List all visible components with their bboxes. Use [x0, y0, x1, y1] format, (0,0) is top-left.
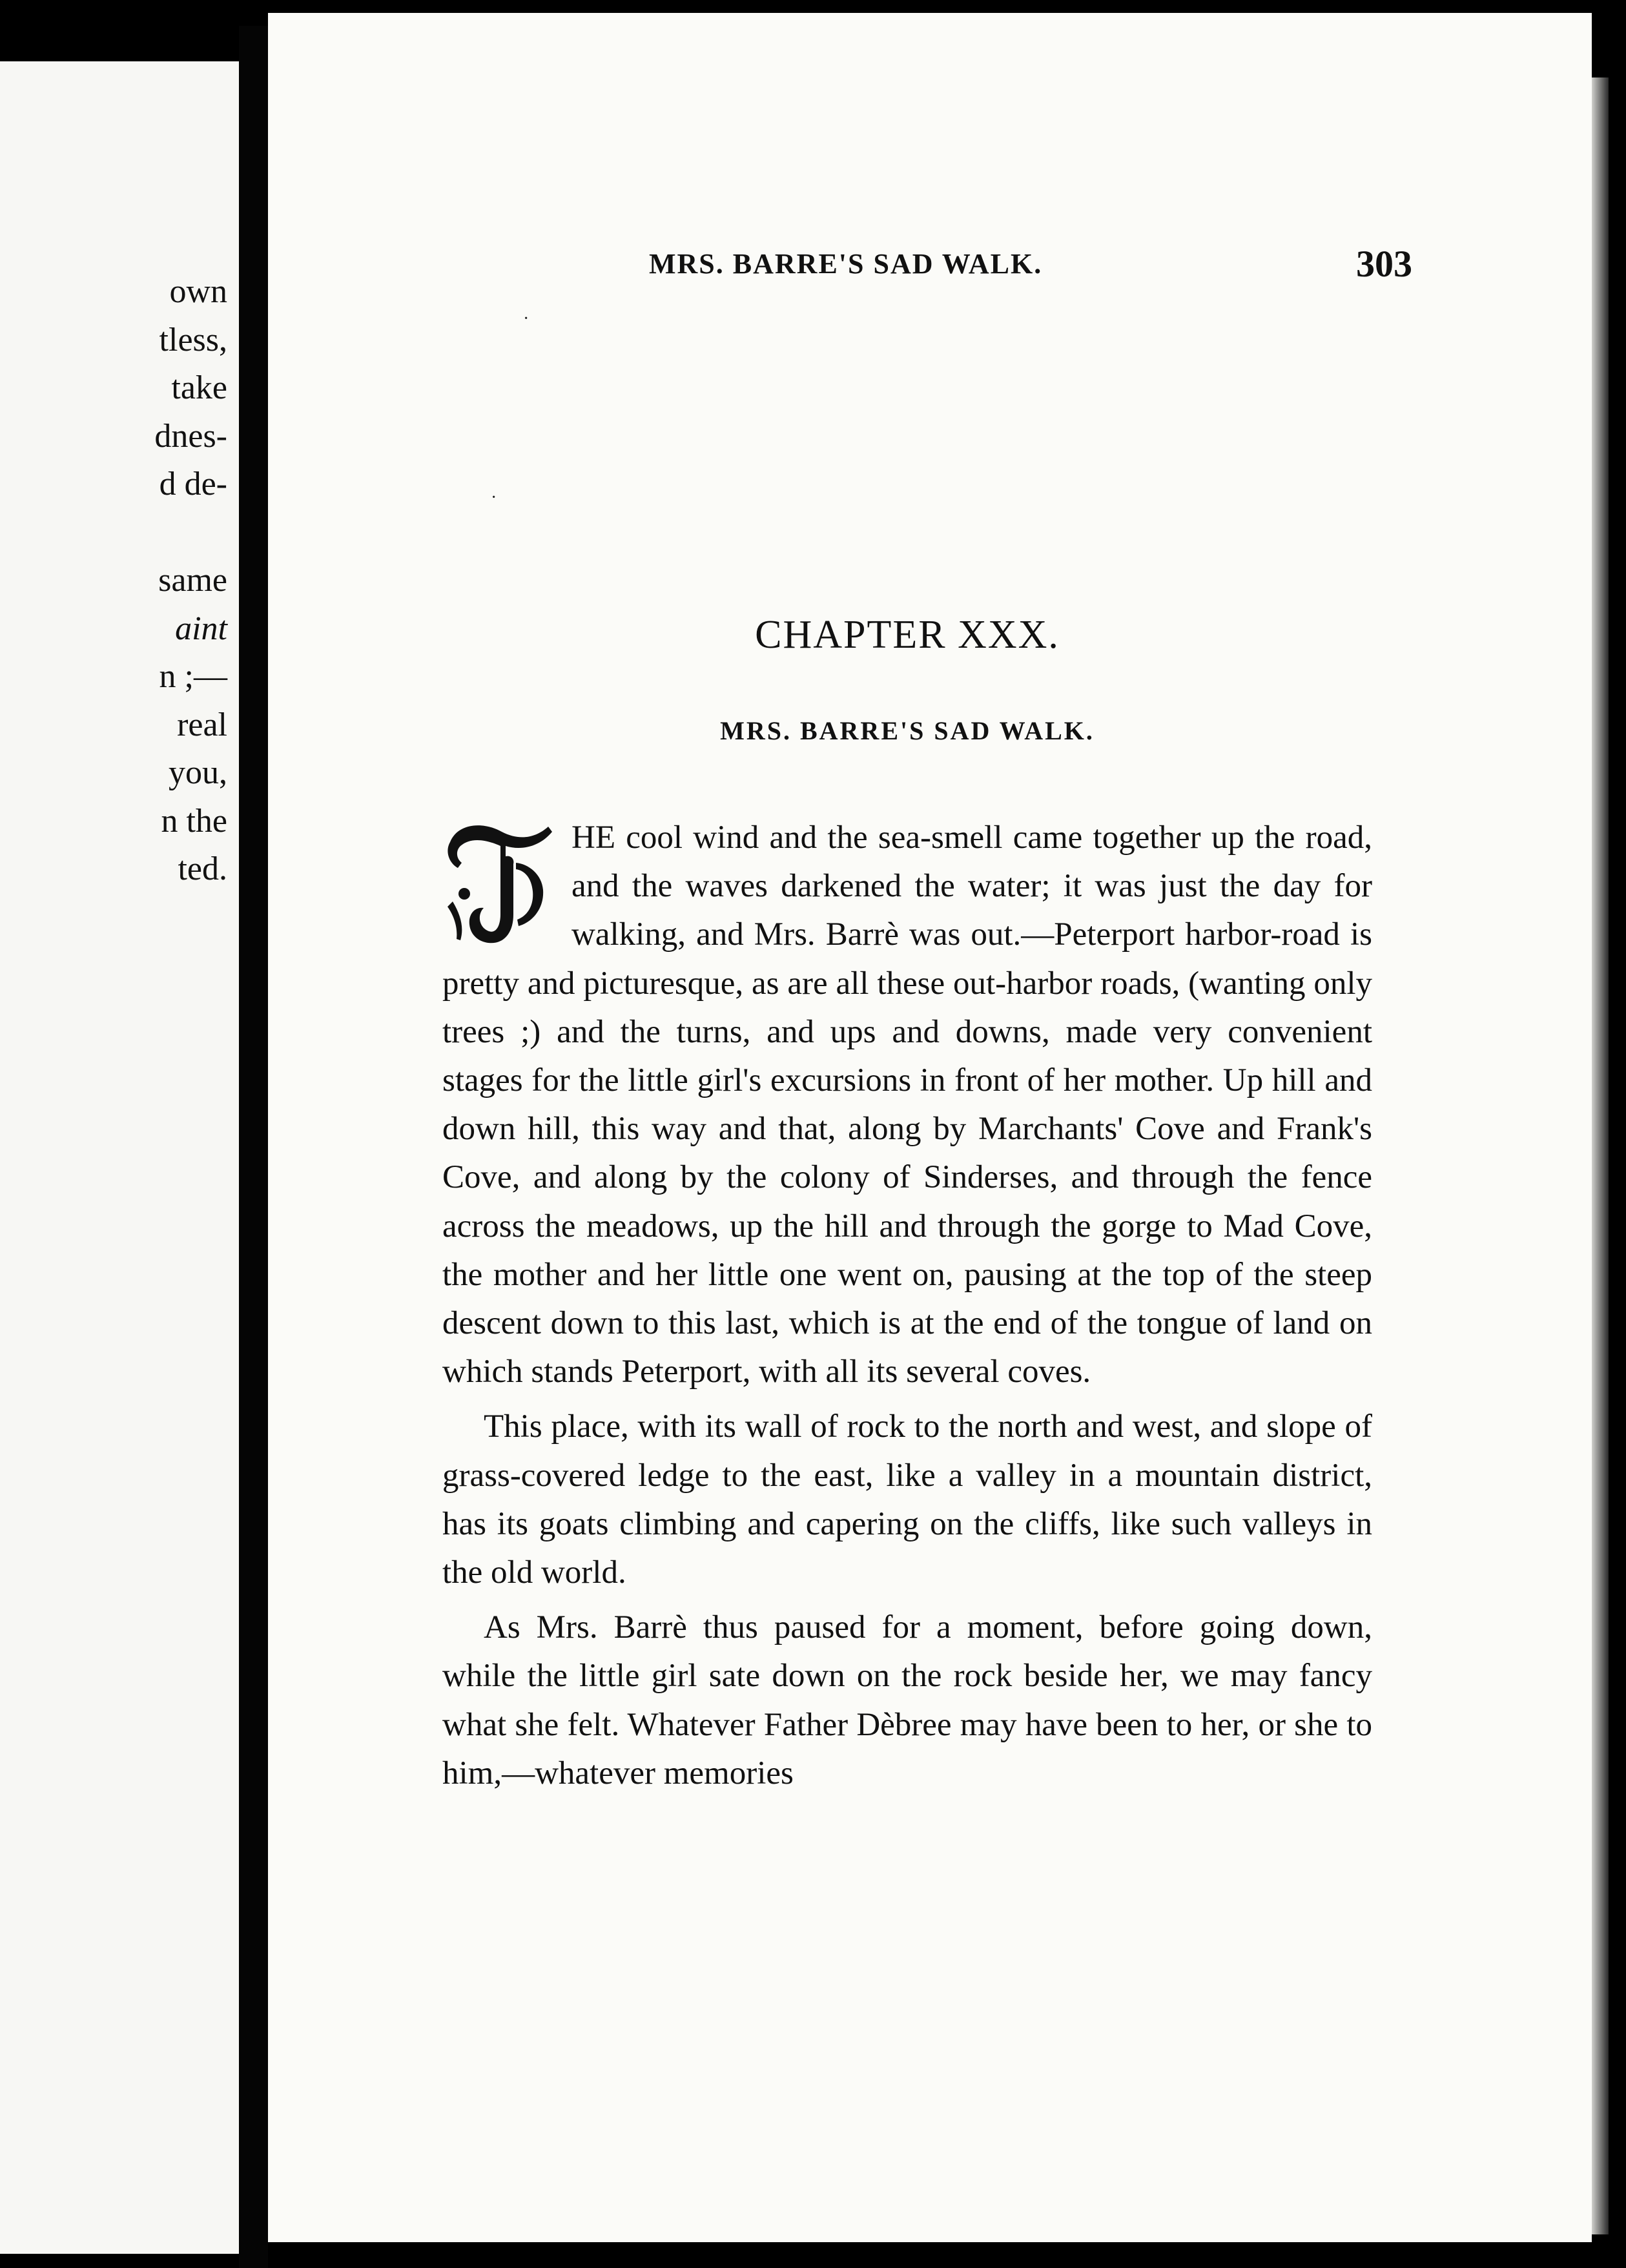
book-gutter — [239, 26, 268, 2268]
drop-cap-ornament — [438, 818, 561, 947]
facing-page-line: n ;— — [159, 658, 227, 695]
running-head — [268, 243, 1592, 299]
print-speck: · — [523, 309, 530, 329]
chapter-heading: CHAPTER XXX. — [755, 613, 1060, 657]
facing-page-line: tless, — [159, 321, 227, 358]
facing-page-line: same — [158, 562, 227, 599]
paragraph-1 — [442, 814, 1372, 1396]
facing-page-fragment — [0, 61, 239, 2254]
page-edge — [1592, 77, 1609, 2234]
facing-page-line: dnes- — [154, 417, 227, 455]
facing-page-line: take — [171, 369, 227, 406]
running-head-title: MRS. BARRE'S SAD WALK. — [649, 248, 1043, 280]
chapter-body — [442, 814, 1372, 1798]
facing-page-line: you, — [169, 754, 227, 791]
paragraph-1-text: HE cool wind and the sea-smell came together up the road, and the waves darkened the water; it was just the day for walking, and Mrs. Barrè was out.—Peterport harbor-road is pretty and picturesque, as are all these out-harbor roads, (wanting only trees ;) and the turns, and ups and downs, made very convenient stages for the little girl's excursions in front of her mother. Up hill and down hill, this way and that, along by Marchants' Cove and Frank's Cove, and along by the colony of Sinderses, and through the fence across the meadows, up the hill and through the gorge to Mad Cove, the mother and her little one went on, pausing at the top of the steep descent down to this last, which is at the end of the tongue of land on which stands Peterport, with all its several coves. — [442, 820, 1372, 1390]
facing-page-line: aint — [175, 610, 227, 647]
facing-page-line: n the — [161, 802, 227, 840]
print-speck: · — [491, 488, 497, 508]
book-page — [268, 13, 1592, 2242]
paragraph-2: This place, with its wall of rock to the north and west, and slope of grass-covered ledge to the east, like a valley in a mountain district, has its goats climbing and capering on the cliffs, like such valleys in the old world. — [442, 1408, 1372, 1591]
facing-page-line: ted. — [178, 850, 227, 887]
facing-page-line: d de- — [159, 466, 227, 502]
chapter-subtitle: MRS. BARRE'S SAD WALK. — [720, 716, 1095, 745]
page-number: 303 — [1356, 243, 1412, 285]
facing-page-line: real — [177, 706, 227, 743]
paragraph-3: As Mrs. Barrè thus paused for a moment, before going down, while the little girl sate down on the rock beside her, we may fancy what she felt. Whatever Father Dèbree may have been to her, or she to him,—whatever memories — [442, 1609, 1372, 1791]
facing-page-line: own — [169, 273, 227, 310]
